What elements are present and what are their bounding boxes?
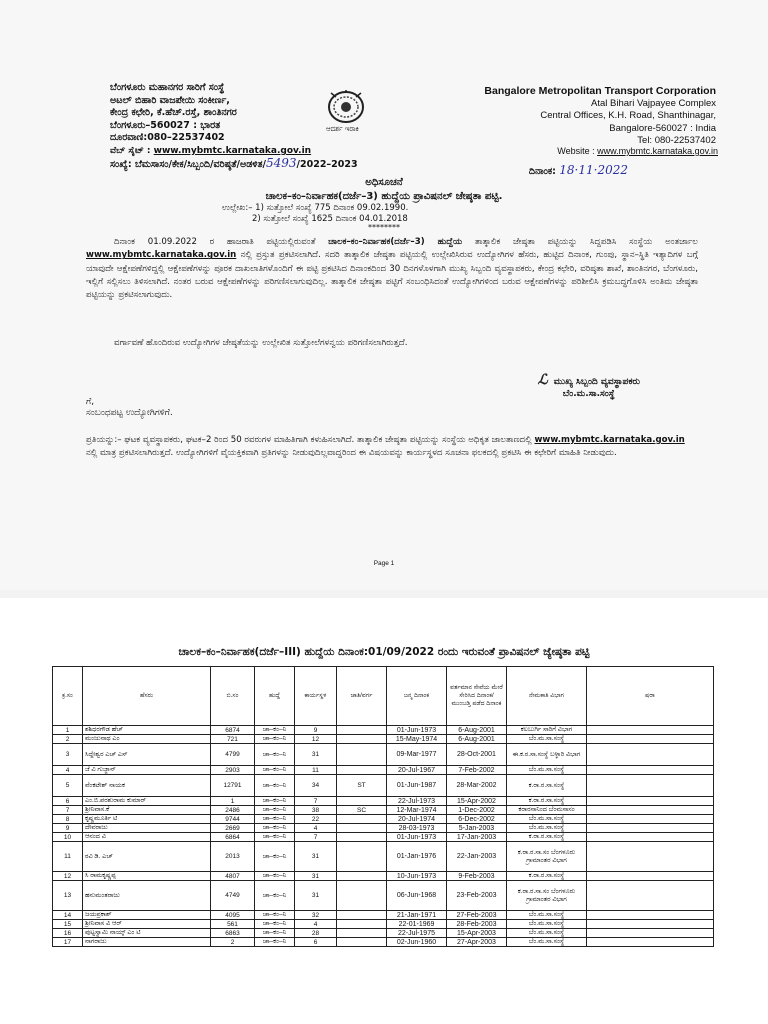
table-cell: 1 [211,797,255,806]
table-cell [337,815,387,824]
table-cell: ST [337,775,387,797]
table-cell: ಬೆಂ.ಮ.ಸಾ.ಸಂಸ್ಥೆ [507,824,587,833]
table-cell: 2669 [211,824,255,833]
table-cell [587,824,714,833]
table-cell: 28-Mar-2002 [447,775,507,797]
emblem-motto: ಆದರ್ಶ ಇರಾಕಿ [326,125,359,133]
table-cell: ಚಾ–ಕಂ–ನಿ [255,833,295,842]
table-cell: 13 [53,881,83,911]
table-cell [337,744,387,766]
letterhead-line: Atal Bihari Vajpayee Complex [591,97,716,109]
table-cell [337,824,387,833]
kannada-letterhead [110,82,237,145]
reference-2: 2) ಸುತ್ತೋಲೆ ಸಂಖ್ಯೆ 1625 ದಿನಾಂಕ 04.01.2018 [252,214,408,224]
table-cell: 6-Aug-2001 [447,726,507,735]
letterhead-line: Bangalore-560027 : India [609,122,716,134]
table-cell [587,726,714,735]
website-label: Website : [557,146,598,156]
column-header: ಜಾತಿ/ವರ್ಗ [337,667,387,726]
seniority-table [52,666,714,947]
table-cell: 1 [53,726,83,735]
table-row [53,911,714,920]
org-name: Bangalore Metropolitan Transport Corporation [484,85,716,97]
column-header: ಷರಾ [587,667,714,726]
table-cell: 06-Jun-1968 [387,881,447,911]
para-text: ದಿನಾಂಕ 01.09.2022 ರ ಹಾಜರಾತಿ ಪಟ್ಟಿಯಲ್ಲಿರುವಂತೆ [114,237,329,247]
table-cell [587,806,714,815]
table-cell: ಪುಟ್ಟಸ್ವಾಮಿ ನಾಯ್ಕ್ ಎಂ ಟಿ [83,929,211,938]
table-row [53,797,714,806]
table-row [53,806,714,815]
table-cell: 15-Apr-2002 [447,797,507,806]
table-cell: ಸಿ ರಾಮಕೃಷ್ಣಪ್ಪ [83,872,211,881]
table-cell: SC [337,806,387,815]
table-cell: 561 [211,920,255,929]
table-cell: 23-Feb-2003 [447,881,507,911]
website-link[interactable]: www.mybmtc.karnataka.gov.in [534,435,685,445]
separator: ******** [368,223,400,232]
table-cell: 12 [295,735,337,744]
table-cell: 28-Feb-2003 [447,920,507,929]
date-handwritten: 18·11·2022 [559,163,628,177]
table-cell: 27-Apr-2003 [447,938,507,947]
table-cell: ಶ್ರೀನಿವಾಸ.ಕೆ [83,806,211,815]
table-cell: ನಾಗರಾಜು [83,938,211,947]
table-cell: 12-Mar-1974 [387,806,447,815]
letterhead-line: ಬೆಂಗಳೂರು–560027 : ಭಾರತ [110,119,221,131]
english-letterhead [484,85,716,148]
table-cell: ಚಾ–ಕಂ–ನಿ [255,735,295,744]
table-cell: 17 [53,938,83,947]
table-cell [587,797,714,806]
table-row [53,726,714,735]
table-cell: ಚಾ–ಕಂ–ನಿ [255,744,295,766]
table-cell: ಚಾ–ಕಂ–ನಿ [255,775,295,797]
bmtc-logo-icon [322,90,370,124]
table-cell: 7 [295,833,337,842]
table-cell: ಬೆಂ.ಮ.ಸಾ.ಸಂಸ್ಥೆ [507,920,587,929]
table-cell: 15-Apr-2003 [447,929,507,938]
notification-title: ಅಧಿಸೂಚನೆ [365,177,403,188]
table-cell [587,815,714,824]
table-cell [587,744,714,766]
para-text: ನಲ್ಲಿ ಮಾತ್ರ ಪ್ರಕಟಿಸಲಾಗಿರುತ್ತದೆ. ಉದ್ಯೋಗಿಗಳಿಗೆ ವೈಯಕ್ತಿಕವಾಗಿ ಪ್ರತಿಗಳನ್ನು ನೀಡುವುದಿಲ್ಲವಾದ್ದರಿಂದ ಈ ವಿಷಯವನ್ನು ಕಾರ್ಯಸ್ಥಳದ ಸೂಚನಾ ಫಲಕದಲ್ಲಿ ಪ್ರಕಟಿಸಿ ಈ ಕಛೇರಿಗೆ ಮಾಹಿತಿ ನೀಡುವುದು. [86,448,617,458]
table-cell: 4799 [211,744,255,766]
letterhead-line: ಕೇಂದ್ರ ಕಛೇರಿ, ಕೆ.ಹೆಚ್.ರಸ್ತೆ, ಶಾಂತಿನಗರ [110,107,237,118]
table-cell: ಕೃಷ್ಣಮೂರ್ತಿ ಟಿ [83,815,211,824]
table-row [53,766,714,775]
table-cell: 15-May-1974 [387,735,447,744]
table-cell: ಬೆಂ.ಮ.ಸಾ.ಸಂಸ್ಥೆ [507,938,587,947]
table-cell: ಸಿದ್ದೇಶ್ವರ ಎಚ್ ಎಸ್ [83,744,211,766]
table-cell: 31 [295,872,337,881]
table-cell: 5-Jan-2003 [447,824,507,833]
table-cell: ಶ್ರೀನಿವಾಸ ವಿ ಆರ್ [83,920,211,929]
table-cell [337,726,387,735]
table-cell: 2903 [211,766,255,775]
table-cell [337,833,387,842]
table-cell: 01-Jan-1976 [387,842,447,872]
table-cell: ಚಾ–ಕಂ–ನಿ [255,766,295,775]
table-cell: 4095 [211,911,255,920]
table-cell: ಬೆಂ.ಮ.ಸಾ.ಸಂಸ್ಥೆ [507,911,587,920]
table-cell: ಜಯಪ್ರಕಾಶ್ [83,911,211,920]
table-cell: ಚಾ–ಕಂ–ನಿ [255,815,295,824]
table-cell: ಆನಂದ ವಿ [83,833,211,842]
table-cell: 6 [295,938,337,947]
table-cell: 4 [295,824,337,833]
table-cell: 2 [211,938,255,947]
reference-1: ಉಲ್ಲೇಖ:– 1) ಸುತ್ತೋಲೆ ಸಂಖ್ಯೆ 775 ದಿನಾಂಕ 09.02.1990. [222,203,409,213]
table-row [53,833,714,842]
table-cell: 01-Jun-1973 [387,833,447,842]
website-link[interactable]: www.mybmtc.karnataka.gov.in [153,146,312,156]
references [222,203,408,225]
para-bold-text: ಚಾಲಕ–ಕಂ–ನಿರ್ವಾಹಕ(ದರ್ಜೆ–3) ಹುದ್ದೆಯ [328,237,463,247]
table-cell: 6-Aug-2001 [447,735,507,744]
table-row [53,929,714,938]
table-cell: ಬೆಂ.ಮ.ಸಾ.ಸಂಸ್ಥೆ [507,815,587,824]
table-cell: ಶಶಿಧರಗೌಡ ಹೆಚ್ [83,726,211,735]
table-cell: 721 [211,735,255,744]
ref-suffix: /2022–2023 [296,159,358,170]
table-cell [587,929,714,938]
table-cell: 22-01-1969 [387,920,447,929]
column-header: ನೇಮಕಾತಿ ವಿಭಾಗ [507,667,587,726]
letterhead-line: ಅಟಲ್ ಬಿಹಾರಿ ವಾಜಪೇಯಿ ಸಂಕೀರ್ಣ, [110,94,230,106]
table-cell: ದೇವರಾಜು [83,824,211,833]
table-cell [587,911,714,920]
table-cell: 8 [53,815,83,824]
table-row [53,744,714,766]
table-cell: 31 [295,744,337,766]
table-cell: 32 [295,911,337,920]
table-cell [337,929,387,938]
table-cell: 3 [53,744,83,766]
table-row [53,735,714,744]
copy-to-paragraph [86,434,692,460]
subject-line: ಚಾಲಕ–ಕಂ–ನಿರ್ವಾಹಕ(ದರ್ಜೆ–3) ಹುದ್ದೆಯ ಪ್ರಾವಿಷನಲ್ ಜೇಷ್ಠತಾ ಪಟ್ಟಿ. [265,191,503,202]
table-cell: ಕ.ರಾ.ರ.ಸಾ.ಸಂಸ್ಥೆ [507,797,587,806]
table-cell: ಚಾ–ಕಂ–ನಿ [255,920,295,929]
table-cell: 6874 [211,726,255,735]
table-cell: ಜೆ ವಿ ಗುಜ್ಜಾನ್ [83,766,211,775]
addressee: ಸಂಬಂಧಪಟ್ಟ ಉದ್ಯೋಗಿಗಳಿಗೆ. [86,408,173,418]
table-cell: 6863 [211,929,255,938]
column-header: ಹುದ್ದೆ [255,667,295,726]
table-cell: ಚಾ–ಕಂ–ನಿ [255,872,295,881]
page-number: Page 1 [373,560,395,567]
table-cell [337,911,387,920]
table-cell: 27-Feb-2003 [447,911,507,920]
table-cell [587,938,714,947]
letterhead-line: Central Offices, K.H. Road, Shanthinagar, [540,110,716,121]
table-cell: ಚಾ–ಕಂ–ನಿ [255,797,295,806]
addressee-label: ಗೆ, [86,397,95,407]
table-row [53,842,714,872]
table-cell [337,842,387,872]
table-cell: 02-Jun-1960 [387,938,447,947]
table-cell: 31 [295,842,337,872]
table-cell: 10-Jun-1973 [387,872,447,881]
table-cell: ರವಿ ಡಿ. ಎಚ್ [83,842,211,872]
table-cell [587,735,714,744]
table-row [53,824,714,833]
table-cell: 7 [53,806,83,815]
table-cell [337,766,387,775]
table-cell: 9744 [211,815,255,824]
table-cell: 9 [53,824,83,833]
signatory-title: ಮುಖ್ಯ ಸಿಬ್ಬಂದಿ ವ್ಯವಸ್ಥಾಪಕರು [553,377,640,387]
table-cell: ಕ.ರಾ.ರ.ಸಾ.ಸಂಸ್ಥೆ [507,833,587,842]
table-row [53,920,714,929]
table-cell: 15 [53,920,83,929]
table-cell: 01-Jun-1987 [387,775,447,797]
table-cell: 12 [53,872,83,881]
document-date [529,163,628,177]
para-text: ತಾತ್ಕಾಲಿಕ ಜೇಷ್ಠತಾ ಪಟ್ಟಿಯನ್ನು ಸಿದ್ದಪಡಿಸಿ ಸಂಸ್ಥೆಯ ಅಂತರ್ಜಾಲ [462,237,698,247]
table-row [53,881,714,911]
table-cell: 5 [53,775,83,797]
table-cell: 09-Mar-1977 [387,744,447,766]
table-cell: ಬೆಂ.ಮ.ಸಾ.ಸಂಸ್ಥೆ [507,766,587,775]
table-cell [337,735,387,744]
column-header: ಬಿ.ಸಂ [211,667,255,726]
table-cell: 11 [295,766,337,775]
table-cell [337,797,387,806]
table-cell: 28 [295,929,337,938]
column-header: ಕ್ರ.ಸಂ [53,667,83,726]
table-cell: 11 [53,842,83,872]
table-cell: ಈ.ಕ.ರ.ಸಾ.ಸಂಸ್ಥೆ ಬಳ್ಳಾರಿ ವಿಭಾಗ [507,744,587,766]
table-cell: 6 [53,797,83,806]
table-cell: ಕ.ರಾ.ರ.ಸಾ.ಸಂ ಬೆಂಗಳೂರು ಗ್ರಾಮಾಂತರ ವಿಭಾಗ [507,881,587,911]
table-cell: ಚಾ–ಕಂ–ನಿ [255,929,295,938]
letterhead-line: ಬೆಂಗಳೂರು ಮಹಾನಗರ ಸಾರಿಗೆ ಸಂಸ್ಥೆ [110,82,225,93]
table-cell: 22 [295,815,337,824]
table-title: ಚಾಲಕ–ಕಂ–ನಿರ್ವಾಹಕ(ದರ್ಜೆ–III) ಹುದ್ದೆಯ ದಿನಾಂಕ:01/09/2022 ರಂದು ಇರುವಂತೆ ಪ್ರಾವಿಷನಲ್ ಜ್ಯೇಷ್ಠತಾ ಪಟ್ಟಿ [178,646,590,658]
table-cell: 4 [295,920,337,929]
english-website-line [557,146,718,156]
column-header: ಹೆಸರು [83,667,211,726]
column-header: ಕಾರ್ಯಸ್ಥಳ [295,667,337,726]
table-cell: 20-Jul-1974 [387,815,447,824]
table-cell: 22-Jul-1973 [387,797,447,806]
ref-number-handwritten: 5493 [265,156,297,170]
table-cell: ಕ.ರಾ.ರ.ಸಾ.ಸಂಸ್ಥೆ [507,775,587,797]
column-header: ವರ್ತಮಾನ ಸೇವೆಯ ಮೇರೆ ಸೇರಿಸಿದ ದಿನಾಂಕ/ ಮುಂಬಡ್ತಿ ಪಡೆದ ದಿನಾಂಕ [447,667,507,726]
table-cell [587,775,714,797]
table-cell: ಬೆಂ.ಮ.ಸಾ.ಸಂಸ್ಥೆ [507,735,587,744]
table-cell: 12791 [211,775,255,797]
table-cell [587,872,714,881]
para-text: ನಲ್ಲಿ ಪ್ರಸ್ತುತ ಪ್ರಕಟಿಸಲಾಗಿದೆ. ಸದರಿ ತಾತ್ಕಾಲಿಕ ಜೇಷ್ಠತಾ ಪಟ್ಟಿಯಲ್ಲಿ ಉಲ್ಲೇಖಿಸಿರುವ ಉದ್ಯೋಗಿಗಳ ಹೆಸರು, ಹುಟ್ಟಿದ ದಿನಾಂಕ, ಗುಂಪು, ಸ್ಥಾನ–ಸ್ಥಿತಿ ಇತ್ಯಾದಿಗಳ ಬಗ್ಗೆ ಯಾವುದೇ ಆಕ್ಷೇಪಣೆಗಳಿದ್ದಲ್ಲಿ ಆಕ್ಷೇಪಣೆಗಳನ್ನು ಪೂರಕ ದಾಖಲಾತಿಗಳೊಂದಿಗೆ ಈ ಪಟ್ಟಿ ಪ್ರಕಟಿಸಿದ ದಿನಾಂಕದಿಂದ 30 ದಿನಗಳೊಳಗಾಗಿ ಮುಖ್ಯ ಸಿಬ್ಬಂದಿ ವ್ಯವಸ್ಥಾಪಕರು, ಕೇಂದ್ರ ಕಛೇರಿ, ವರಿಷ್ಠತಾ ಶಾಖೆ, ಶಾಂತಿನಗರ, ಬೆಂಗಳೂರು, ಇಲ್ಲಿಗೆ ಸಲ್ಲಿಸಲು ತಿಳಿಸಲಾಗಿದೆ. ನಂತರ ಬರುವ ಆಕ್ಷೇಪಣೆಗಳನ್ನು ಪರಿಗಣಿಸಲಾಗುವುದಿಲ್ಲ. ತಾತ್ಕಾಲಿಕ ಜೇಷ್ಠತಾ ಪಟ್ಟಿಗೆ ಸಂಬಂಧಿಸಿದಂತೆ ಉದ್ಯೋಗಿಗಳಿಂದ ಬರುವ ಆಕ್ಷೇಪಣೆಗಳನ್ನು ಪರಿಶೀಲಿಸಿ ಕ್ರಮಬದ್ಧಗೊಳಿಸಿ ಅಂತಿಮ ಜೇಷ್ಠತಾ ಪಟ್ಟಿಯನ್ನು ಪ್ರಕಟಿಸಲಾಗುವುದು. [86,250,698,301]
table-cell: 31 [295,881,337,911]
date-label: ದಿನಾಂಕ: [528,166,560,177]
table-cell: 2013 [211,842,255,872]
table-cell: 6864 [211,833,255,842]
body-paragraph-1 [86,236,698,302]
table-cell [587,881,714,911]
table-cell: ಬೆಂ.ಮ.ಸಾ.ಸಂಸ್ಥೆ [507,929,587,938]
table-cell: 9 [295,726,337,735]
body-paragraph-2: ವರ್ಗಾವಣೆ ಹೊಂದಿರುವ ಉದ್ಯೋಗಿಗಳ ಜೇಷ್ಠತೆಯನ್ನು ಉಲ್ಲೇಖಿತ ಸುತ್ತೋಲೆಗಳನ್ವಯ ಪರಿಗಣಿಸಲಾಗಿರುತ್ತದೆ. [114,338,408,348]
table-cell: ಚಾ–ಕಂ–ನಿ [255,824,295,833]
table-cell: 1-Dec-2002 [447,806,507,815]
table-cell: 16 [53,929,83,938]
table-cell: 38 [295,806,337,815]
table-cell [337,920,387,929]
table-cell: 9-Feb-2003 [447,872,507,881]
table-row [53,775,714,797]
table-cell: ಎಂ.ಬಿ.ಪರಶುರಾಮ ಕುಮಾರ್ [83,797,211,806]
kannada-website-line [110,146,311,156]
website-link[interactable]: www.mybmtc.karnataka.gov.in [597,146,718,156]
table-cell: 14 [53,911,83,920]
signature-scribble-icon: ℒ [537,372,548,388]
table-cell: 4 [53,766,83,775]
table-cell: 10 [53,833,83,842]
ref-prefix: ಸಂಖ್ಯೆ: ಬೆಮಸಾಸಂ/ಕೇಕ/ಸಿಬ್ಬಂದಿ/ವರಿಷ್ಠತೆ/ಅಡಳಿತ/ [110,159,266,170]
table-cell: 4807 [211,872,255,881]
table-cell [587,766,714,775]
table-cell: ಕ.ರಾ.ರ.ಸಾ.ಸಂಸ್ಥೆ [507,872,587,881]
table-cell: 22-Jan-2003 [447,842,507,872]
table-cell: 2486 [211,806,255,815]
website-link[interactable]: www.mybmtc.karnataka.gov.in [86,250,237,261]
table-cell: 4749 [211,881,255,911]
para-text: ಪ್ರತಿಯನ್ನು:– ಘಟಕ ವ್ಯವಸ್ಥಾಪಕರು, ಘಟಕ–2 ರಿಂದ 50 ರವರುಗಳ ಮಾಹಿತಿಗಾಗಿ ಕಳುಹಿಸಲಾಗಿದೆ. ತಾತ್ಕಾಲಿಕ ಜೇಷ್ಠತಾ ಪಟ್ಟಿಯನ್ನು ಸಂಸ್ಥೆಯ ಅಧಿಕೃತ ಜಾಲತಾಣದಲ್ಲಿ [86,435,535,445]
table-cell: 7-Feb-2002 [447,766,507,775]
table-cell: 7 [295,797,337,806]
table-cell: ಮಂಜುನಾಥ ಎಂ [83,735,211,744]
table-cell: ಚಾ–ಕಂ–ನಿ [255,881,295,911]
table-cell [587,842,714,872]
table-cell [587,833,714,842]
table-cell: 6-Dec-2002 [447,815,507,824]
table-cell: 20-Jul-1967 [387,766,447,775]
table-cell [587,920,714,929]
table-cell: ಚಾ–ಕಂ–ನಿ [255,806,295,815]
table-cell: ಕ.ರಾ.ರ.ಸಾ.ಸಂ ಬೆಂಗಳೂರು ಗ್ರಾಮಾಂತರ ವಿಭಾಗ [507,842,587,872]
seniority-list-page [0,598,768,1024]
table-cell [337,872,387,881]
table-cell: 17-Jan-2003 [447,833,507,842]
signature-block [538,374,640,400]
table-cell: 34 [295,775,337,797]
column-header: ಜನ್ಮ ದಿನಾಂಕ [387,667,447,726]
table-cell: 28-Oct-2001 [447,744,507,766]
table-cell: 2 [53,735,83,744]
table-cell: 22-Jul-1975 [387,929,447,938]
table-cell: ಕರಾರಸಾನಿಂದ ಬೆಂಮಸಾಸಂ [507,806,587,815]
table-header-row [53,667,714,726]
table-cell [337,938,387,947]
table-cell [337,881,387,911]
letterhead-line: Tel: 080-22537402 [637,135,716,146]
table-cell: ಚಾ–ಕಂ–ನಿ [255,726,295,735]
table-cell: 28-03-1973 [387,824,447,833]
table-row [53,938,714,947]
table-row [53,872,714,881]
website-label: ವೆಬ್ ಸೈಟ್ : [110,146,154,156]
table-cell: 21-Jan-1971 [387,911,447,920]
table-cell: ಚಾ–ಕಂ–ನಿ [255,938,295,947]
signatory-org: ಬೆಂ.ಮ.ಸಾ.ಸಂಸ್ಥೆ [562,389,615,399]
letterhead-line: ದೂರವಾಣಿ:080–22537402 [110,132,225,143]
table-row [53,815,714,824]
table-cell: 01-Jun-1973 [387,726,447,735]
table-cell: ಹನುಮಂತರಾಜು [83,881,211,911]
table-cell: ವೆಂಕಟೇಶ್ ನಾಯಕ [83,775,211,797]
table-cell: ಚಾ–ಕಂ–ನಿ [255,911,295,920]
table-cell: ಕಲಬುರ್ಗಿ ಸಾರಿಗೆ ವಿಭಾಗ [507,726,587,735]
table-cell: ಚಾ–ಕಂ–ನಿ [255,842,295,872]
reference-number [110,156,358,170]
